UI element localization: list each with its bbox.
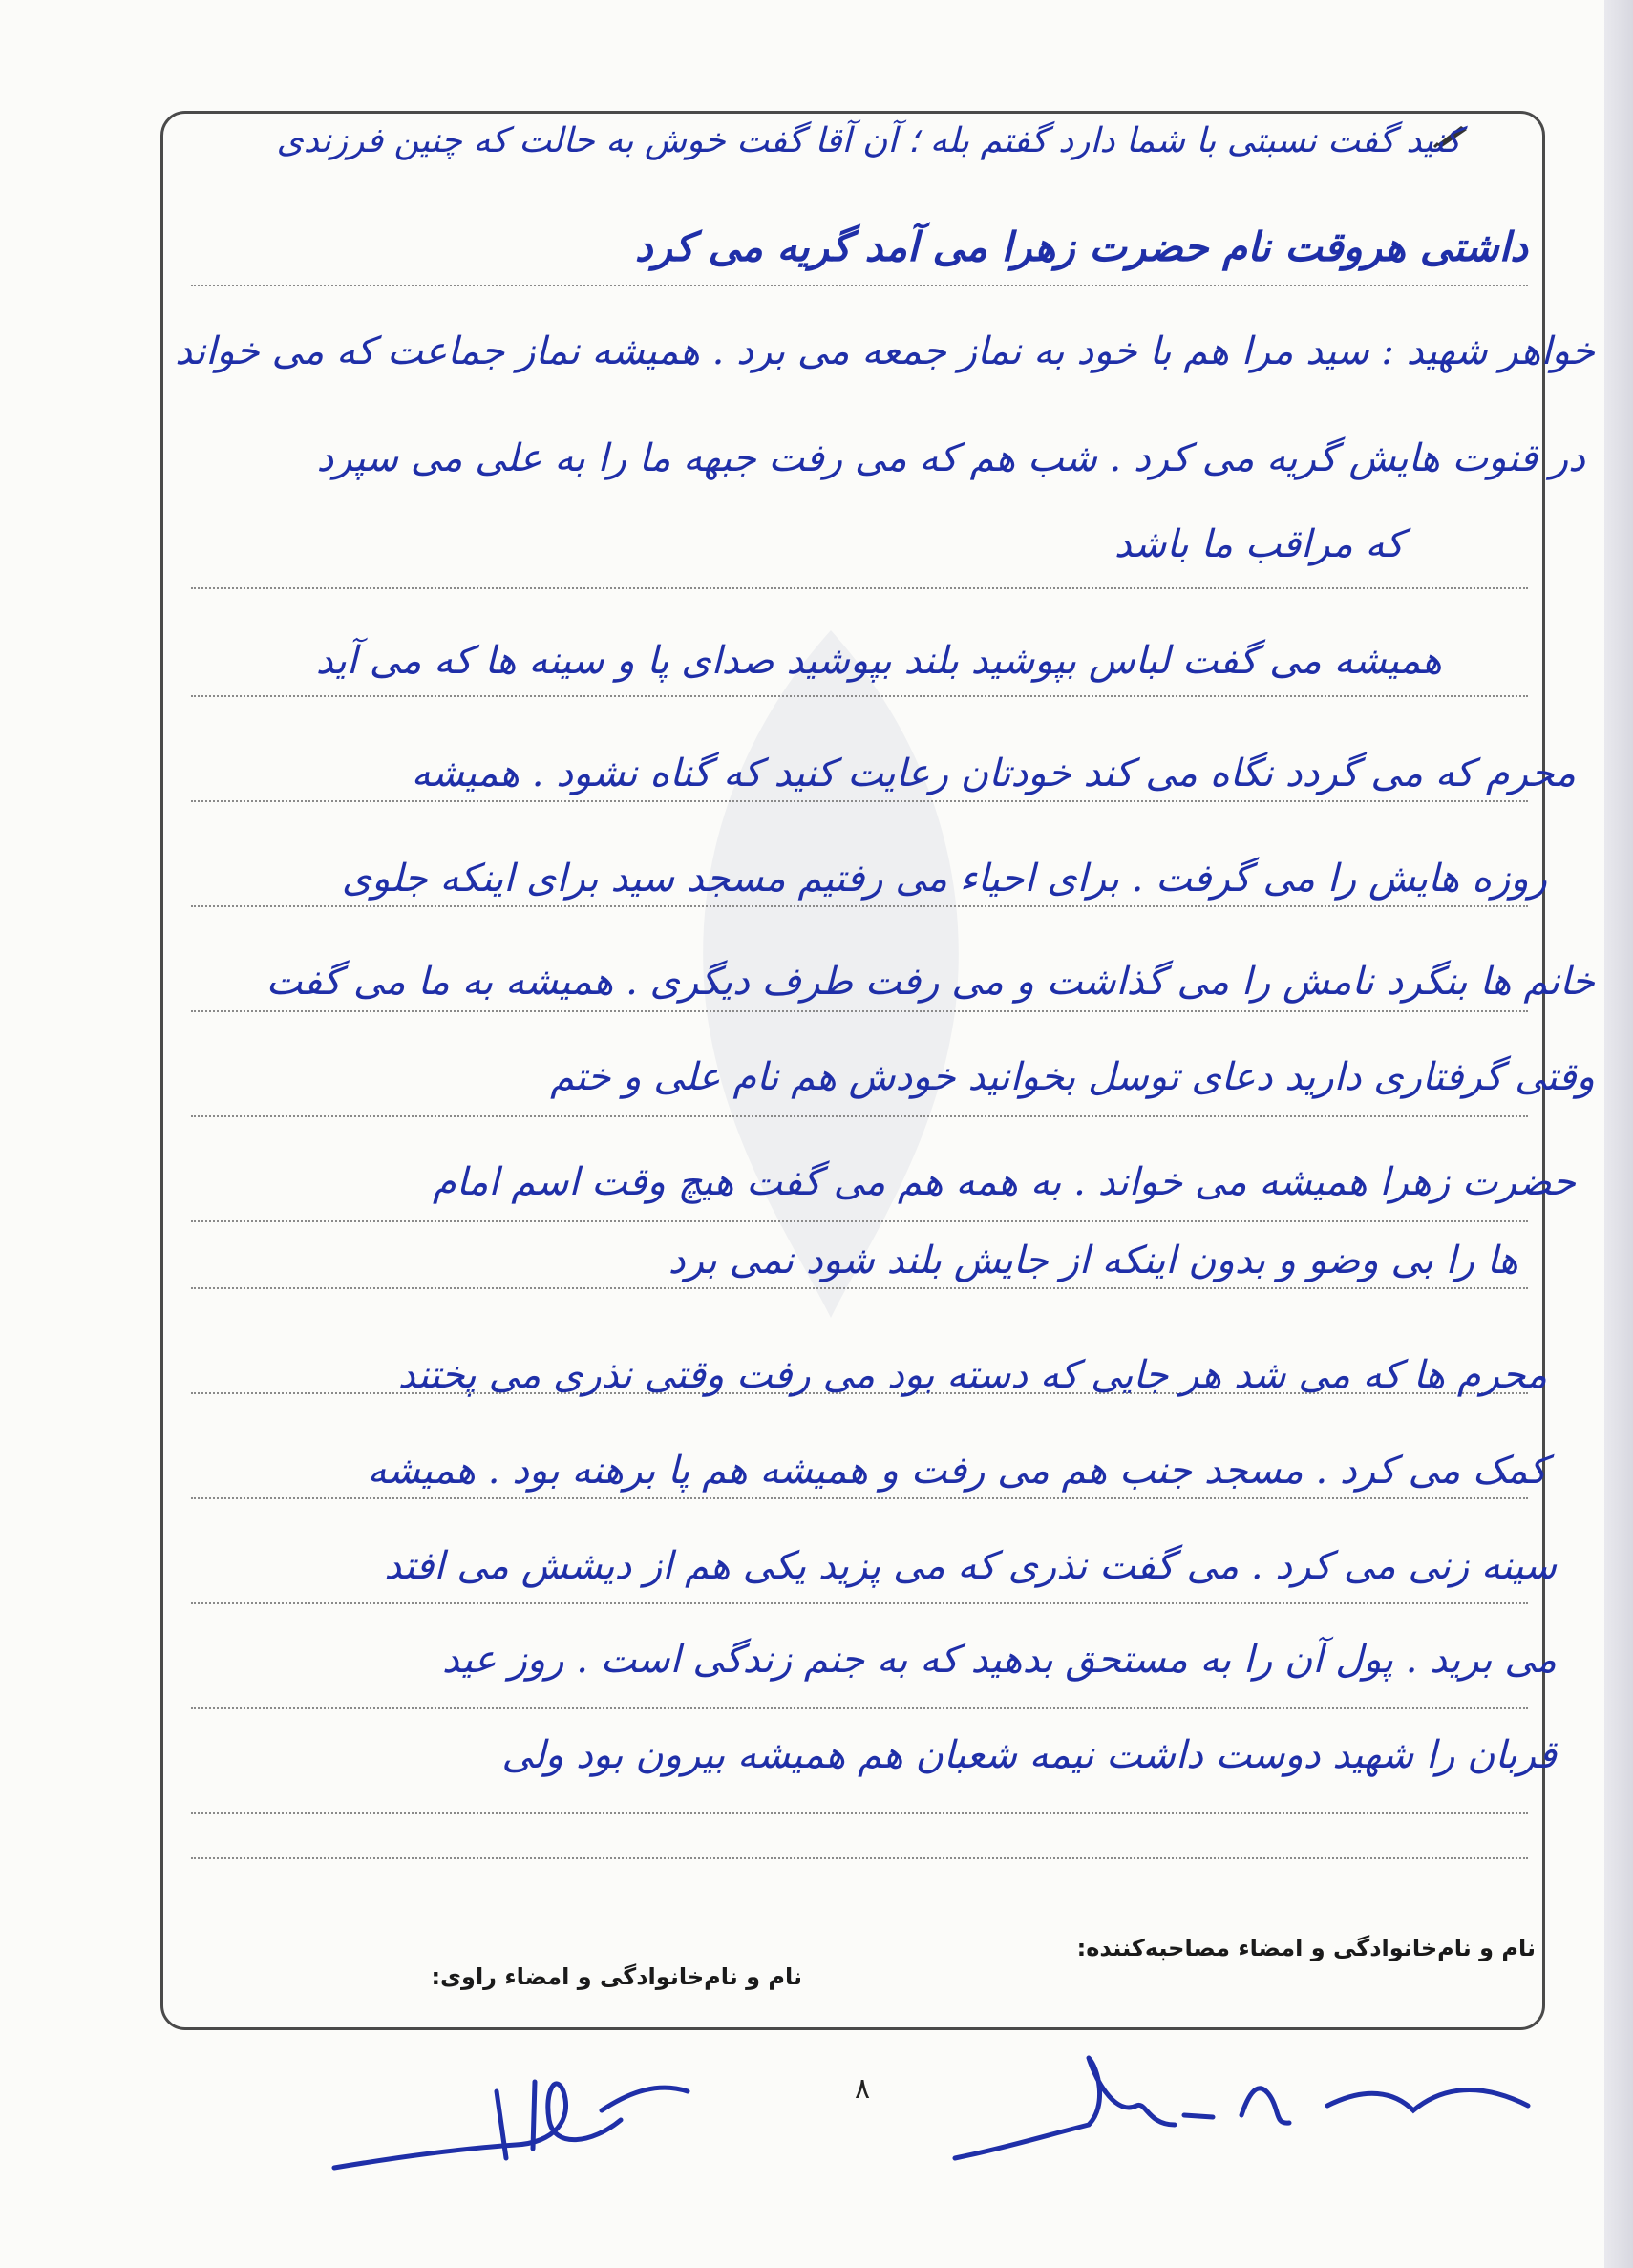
handwritten-line: روزه هایش را می گرفت . برای احیاء می رفتیم مسجد سید برای اینکه جلوی [341,857,1547,901]
narrator-signature [315,2053,697,2187]
handwritten-line: کنید گفت نسبتی با شما دارد گفتم بله ؛ آن آقا گفت خوش به حالت که چنین فرزندی [276,121,1461,160]
writing-line [191,1857,1528,1859]
narrator-signature-label: نام و نام‌خانوادگی و امضاء راوی: [431,1963,802,1990]
writing-line [191,1497,1528,1499]
handwritten-line: حضرت زهرا همیشه می خواند . به همه هم می گفت هیچ وقت اسم امام [433,1160,1576,1204]
handwritten-line: داشتی هروقت نام حضرت زهرا می آمد گریه می کرد [634,223,1528,270]
writing-line [191,905,1528,907]
writing-line [191,587,1528,589]
page-edge [1604,0,1633,2268]
handwritten-line: محرم ها که می شد هر جایی که دسته بود می رفت وقتی نذری می پختند [397,1353,1547,1397]
handwritten-line: وقتی گرفتاری دارید دعای توسل بخوانید خودش هم نام علی و ختم [550,1055,1595,1099]
writing-line [191,1010,1528,1012]
handwritten-line: کمک می کرد . مسجد جنب هم می رفت و همیشه هم پا برهنه بود . همیشه [367,1449,1547,1493]
handwritten-line: سینه زنی می کرد . می گفت نذری که می پزید یکی هم از دیشش می افتد [384,1544,1557,1588]
interviewer-signature-label: نام و نام‌خانوادگی و امضاء مصاحبه‌کننده: [1076,1935,1536,1961]
handwritten-line: خانم ها بنگرد نامش را می گذاشت و می رفت طرف دیگری . همیشه به ما می گفت [265,960,1595,1004]
writing-line [191,1115,1528,1117]
interviewer-signature [945,2048,1538,2173]
handwritten-line: می برید . پول آن را به مستحق بدهید که به جنم زندگی است . روز عید [441,1638,1557,1682]
writing-line [191,1602,1528,1604]
handwritten-line: قربان را شهید دوست داشت نیمه شعبان هم همیشه بیرون بود ولی [501,1733,1557,1777]
writing-line [191,800,1528,802]
page-number: ۸ [855,2072,871,2106]
writing-line [191,1812,1528,1814]
handwritten-line: ها را بی وضو و بدون اینکه از جایش بلند شود نمی برد [668,1239,1518,1282]
handwritten-line: محرم که می گردد نگاه می کند خودتان رعایت کنید که گناه نشود . همیشه [411,752,1576,795]
handwritten-line: در قنوت هایش گریه می کرد . شب هم که می رفت جبهه ما را به علی می سپرد [316,436,1585,480]
writing-line [191,695,1528,697]
writing-line [191,1287,1528,1289]
writing-line [191,285,1528,286]
handwritten-line: همیشه می گفت لباس بپوشید بلند بپوشید صدای پا و سینه ها که می آید [315,639,1442,683]
writing-line [191,1707,1528,1709]
handwritten-line: خواهر شهید : سید مرا هم با خود به نماز جمعه می برد . همیشه نماز جماعت که می خواند [175,329,1595,373]
writing-line [191,1220,1528,1222]
handwritten-line: که مراقب ما باشد [1113,522,1404,566]
